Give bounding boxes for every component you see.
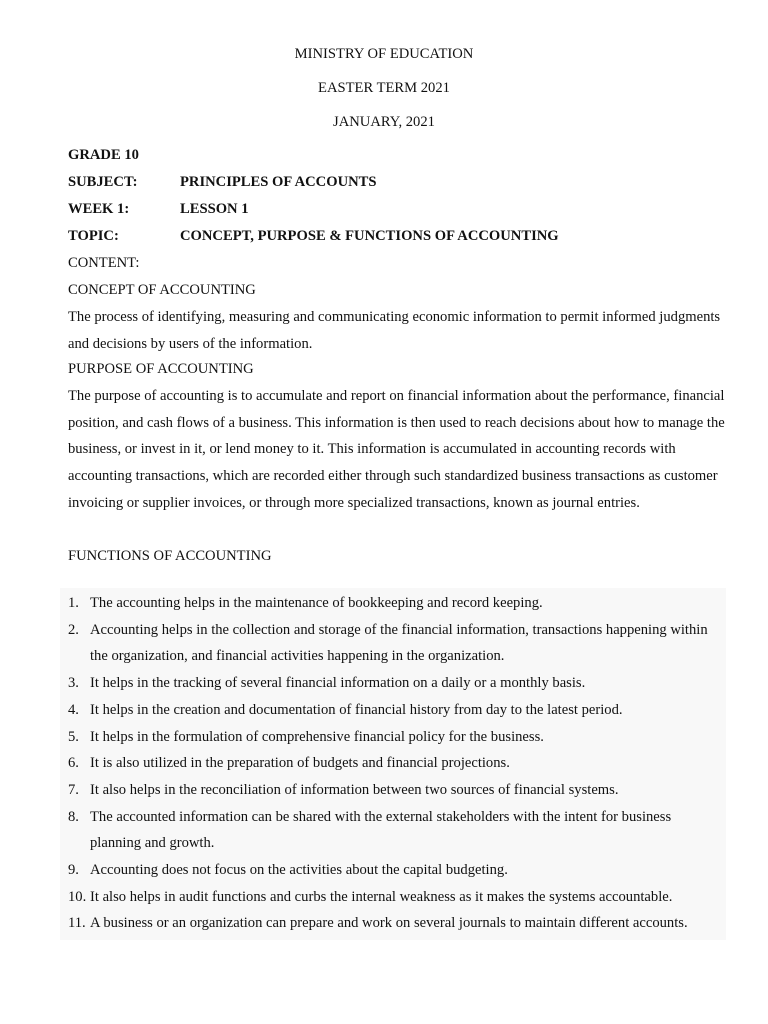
list-item-number: 8.: [68, 808, 79, 825]
list-item: [68, 857, 724, 884]
week-label: WEEK 1:: [68, 201, 130, 217]
subject-value: PRINCIPLES OF ACCOUNTS: [180, 174, 377, 190]
topic-label: TOPIC:: [68, 228, 119, 244]
list-item-number: 2.: [68, 621, 79, 638]
list-item-text: It helps in the tracking of several financial information on a daily or a monthly basis.: [90, 675, 586, 692]
list-item: [68, 617, 724, 670]
list-item: [68, 697, 724, 724]
list-item-number: 10.: [68, 888, 87, 905]
list-item-text: Accounting helps in the collection and storage of the financial information, transactions happening within the organization, and financial activities happening in the organization.: [90, 621, 708, 665]
list-item-text: It helps in the creation and documentation of financial history from day to the latest period.: [90, 701, 623, 718]
list-item-number: 11.: [68, 915, 86, 932]
purpose-paragraph: The purpose of accounting is to accumulate and report on financial information about the performance, financial position, and cash flows of a business. This information is then used to reach decisions about how to manage the business, or invest in it, or lend money to it. This information is accumulated in accounting records with accounting transactions, which are recorded either through such standardized business transactions as customer invoicing or supplier invoices, or through more specialized transactions, known as journal entries.: [68, 388, 725, 511]
list-item: [68, 777, 724, 804]
topic-value: CONCEPT, PURPOSE & FUNCTIONS OF ACCOUNTING: [180, 228, 559, 244]
content-label: CONTENT:: [68, 255, 140, 271]
concept-heading: CONCEPT OF ACCOUNTING: [68, 282, 256, 298]
list-item: [68, 670, 724, 697]
list-item-number: 9.: [68, 862, 79, 879]
list-item: [68, 724, 724, 751]
list-item-number: 4.: [68, 701, 79, 718]
list-item-number: 6.: [68, 755, 79, 772]
functions-heading: FUNCTIONS OF ACCOUNTING: [68, 548, 272, 564]
list-item-text: It helps in the formulation of comprehensive financial policy for the business.: [90, 728, 544, 745]
list-item-text: The accounting helps in the maintenance of bookkeeping and record keeping.: [90, 595, 543, 611]
list-item-text: Accounting does not focus on the activities about the capital budgeting.: [90, 862, 508, 879]
list-item-text: It also helps in the reconciliation of information between two sources of financial systems.: [90, 781, 619, 798]
term-title: EASTER TERM 2021: [318, 80, 450, 96]
list-item: [68, 884, 724, 911]
list-item-text: It also helps in audit functions and curbs the internal weakness as it makes the systems accountable.: [90, 888, 673, 905]
list-item: [68, 804, 724, 857]
list-item: [68, 590, 724, 617]
list-item: [68, 750, 724, 777]
purpose-heading: PURPOSE OF ACCOUNTING: [68, 361, 254, 377]
list-item-text: It is also utilized in the preparation of budgets and financial projections.: [90, 755, 510, 772]
list-item-text: The accounted information can be shared with the external stakeholders with the intent for business planning and growth.: [90, 808, 672, 852]
concept-paragraph: The process of identifying, measuring and communicating economic information to permit informed judgments and decisions by users of the information.: [68, 309, 721, 352]
list-item-number: 5.: [68, 728, 79, 745]
list-item: [68, 910, 724, 937]
functions-list: [68, 590, 724, 937]
list-item-number: 1.: [68, 595, 79, 611]
date-title: JANUARY, 2021: [333, 114, 435, 130]
list-item-text: A business or an organization can prepare and work on several journals to maintain different accounts.: [90, 915, 688, 932]
grade-label: GRADE 10: [68, 147, 139, 163]
list-item-number: 7.: [68, 781, 79, 798]
list-item-number: 3.: [68, 675, 79, 692]
subject-label: SUBJECT:: [68, 174, 138, 190]
ministry-title: MINISTRY OF EDUCATION: [294, 46, 474, 62]
week-value: LESSON 1: [180, 201, 249, 217]
